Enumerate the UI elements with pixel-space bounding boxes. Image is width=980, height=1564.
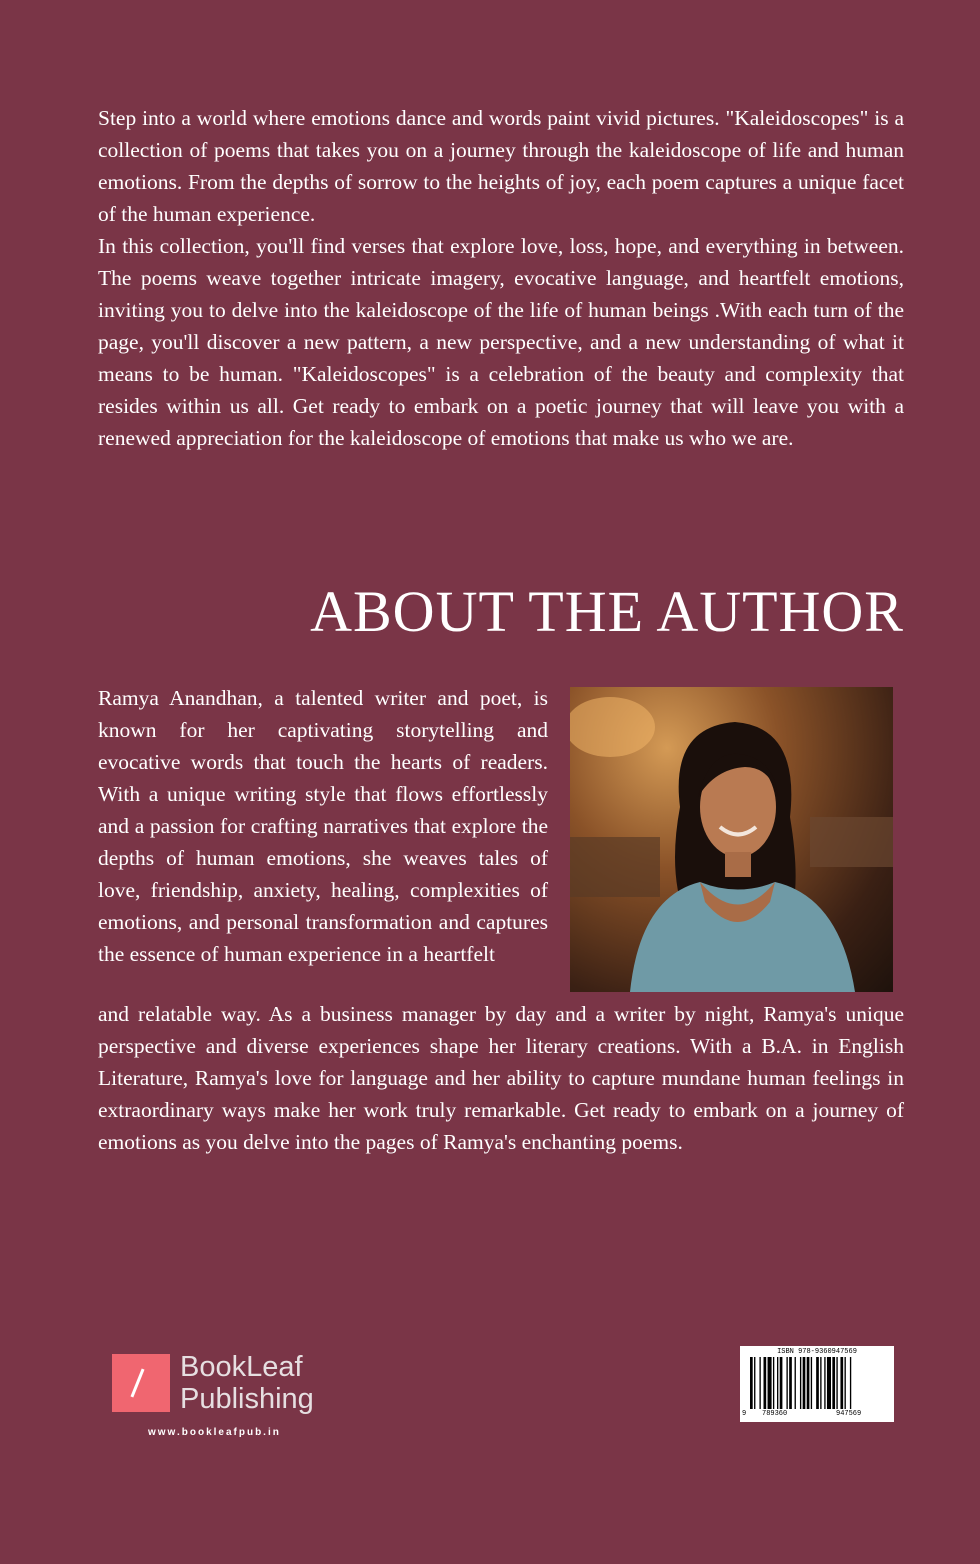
about-author-heading: ABOUT THE AUTHOR <box>310 579 904 644</box>
barcode-digits-left: 789360 <box>762 1410 788 1418</box>
author-photo <box>570 687 893 992</box>
publisher-url: www.bookleafpub.in <box>148 1427 281 1438</box>
publisher-logo <box>112 1352 342 1442</box>
publisher-name-line2: Publishing <box>180 1383 314 1415</box>
blurb-paragraph-2: In this collection, you'll find verses that explore love, loss, hope, and everything in between. The poems weave together intricate imagery, evocative language, and heartfelt emotions, inviting you to delve into the kaleidoscope of the life of human beings .With each turn of the page, you'll discover a new pattern, a new perspective, and a new understanding of what it means to be human. "Kaleidoscopes" is a celebration of the beauty and complexity that resides within us all. Get ready to embark on a poetic journey that will leave you with a renewed appreciation for the kaleidoscope of emotions that make us who we are. <box>98 234 904 450</box>
barcode-digits-right: 947569 <box>836 1410 862 1418</box>
author-bio-top: Ramya Anandhan, a talented writer and poet, is known for her captivating storytelling and evocative words that touch the hearts of readers. With a unique writing style that flows effortlessly and a passion for crafting narratives that explore the depths of human emotions, she weaves tales of love, friendship, anxiety, healing, complexities of emotions, and personal transformation and captures the essence of human experience in a heartfelt <box>98 686 548 966</box>
publisher-name-line1: BookLeaf <box>180 1351 303 1383</box>
barcode-bars <box>750 1357 884 1409</box>
barcode-digit-first: 9 <box>742 1410 747 1418</box>
book-blurb <box>98 102 904 454</box>
isbn-label: ISBN 978-9360947569 <box>777 1348 857 1356</box>
slash-icon <box>112 1354 170 1412</box>
author-bio-bottom: and relatable way. As a business manager by day and a writer by night, Ramya's unique perspective and diverse experiences shape her literary creations. With a B.A. in English Literature, Ramya's love for language and her ability to capture mundane human feelings in extraordinary ways make her work truly remarkable. Get ready to embark on a journey of emotions as you delve into the pages of Ramya's enchanting poems. <box>98 1002 904 1154</box>
isbn-barcode <box>740 1346 894 1422</box>
blurb-paragraph-1: Step into a world where emotions dance and words paint vivid pictures. "Kaleidoscopes" is a collection of poems that takes you on a journey through the kaleidoscope of life and human emotions. From the depths of sorrow to the heights of joy, each poem captures a unique facet of the human experience. <box>98 106 904 226</box>
